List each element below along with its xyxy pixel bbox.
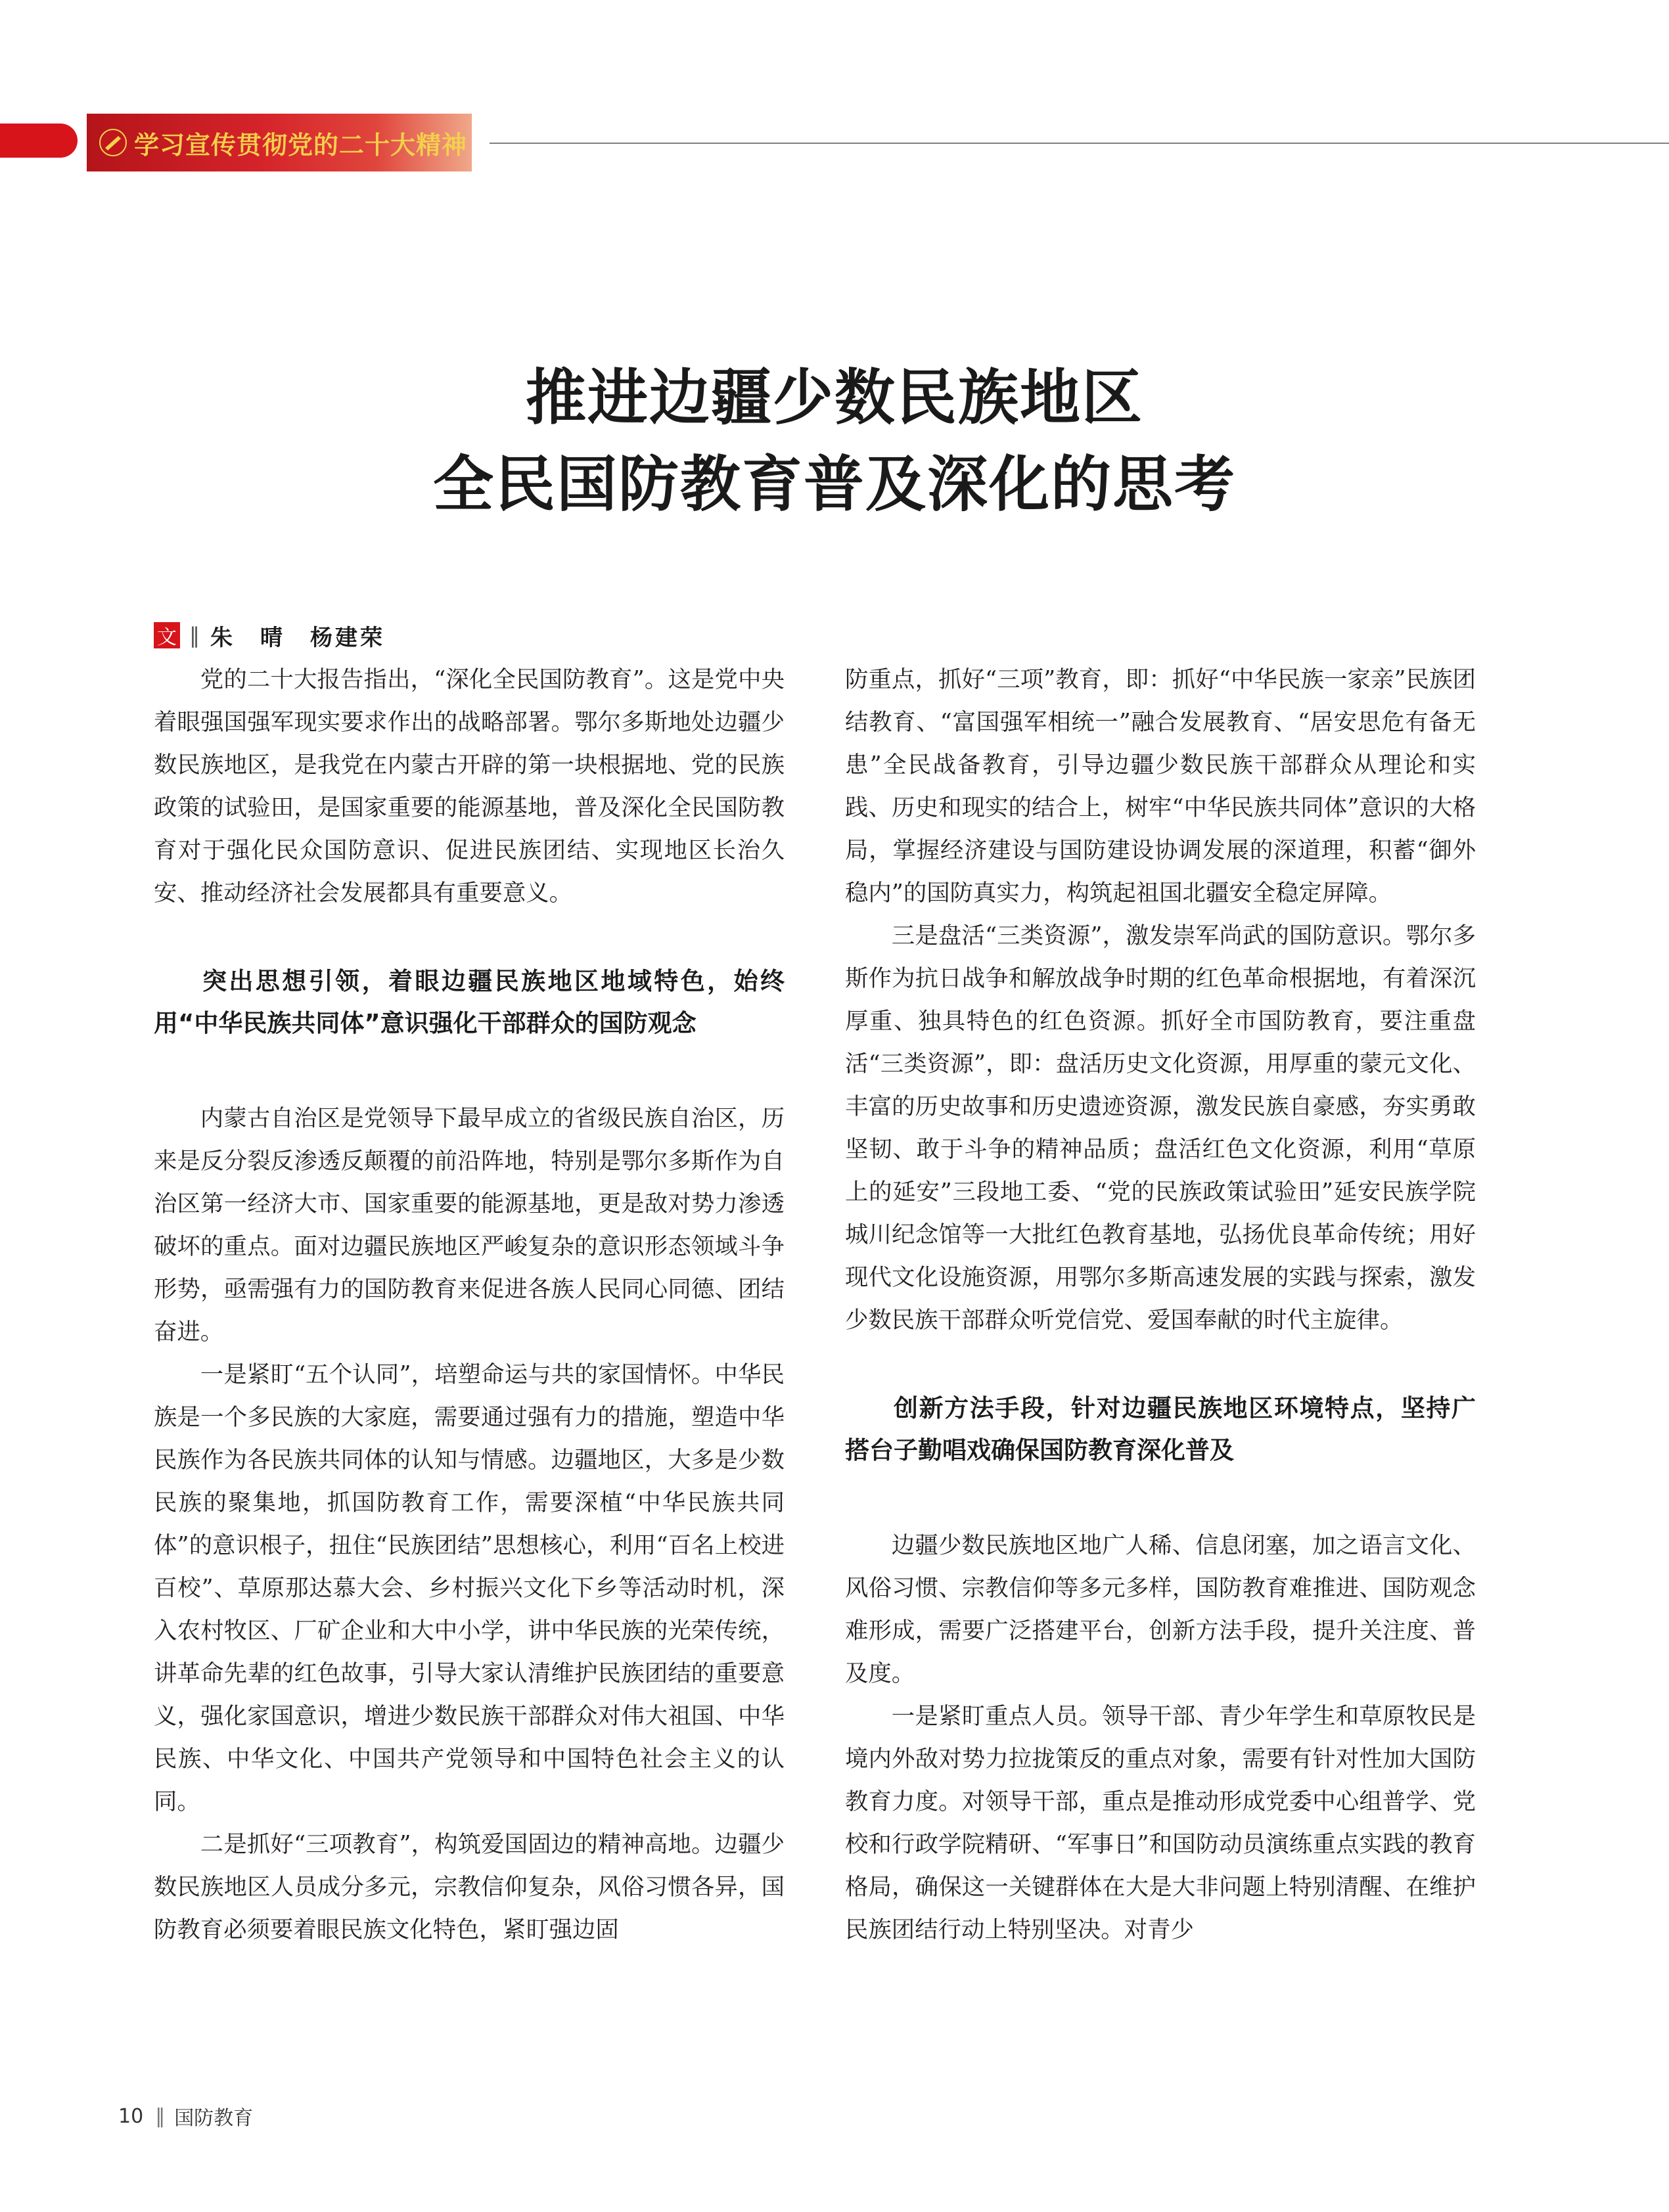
title-line-2: 全民国防教育普及深化的思考 [432,449,1236,520]
magazine-name: 国防教育 [174,2107,254,2130]
paragraph: 一是紧盯重点人员。领导干部、青少年学生和草原牧民是境内外敌对势力拉拢策反的重点对象，需要有针对性加大国防教育力度。对领导干部，重点是推动形成党委中心组普学、党校和行政学院精研、“军事日”和国防动员演练重点实践的教育格局，确保这一关键群体在大是大非问题上特别清醒、在维护民族团结行动上特别坚决。对青少 [845,1703,1476,1943]
page-number: 10 [118,2104,144,2128]
left-column [154,658,785,1951]
article-title [0,355,1669,528]
section-banner [87,114,472,171]
paragraph: 内蒙古自治区是党领导下最早成立的省级民族自治区，历来是反分裂反渗透反颠覆的前沿阵地，特别是鄂尔多斯作为自治区第一经济大市、国家重要的能源基地，更是敌对势力渗透破坏的重点。面对边疆民族地区严峻复杂的意识形态领域斗争形势，亟需强有力的国防教育来促进各族人民同心同德、团结奋进。 [154,1105,785,1345]
paragraph: 二是抓好“三项教育”，构筑爱国固边的精神高地。边疆少数民族地区人员成分多元，宗教信仰复杂，风俗习惯各异，国防教育必须要着眼民族文化特色，紧盯强边固 [154,1831,785,1943]
right-column [845,658,1476,1951]
header-red-tab [0,124,78,158]
paragraph: 党的二十大报告指出，“深化全民国防教育”。这是党中央着眼强国强军现实要求作出的战略部署。鄂尔多斯地处边疆少数民族地区，是我党在内蒙古开辟的第一块根据地、党的民族政策的试验田，是国家重要的能源基地，普及深化全民国防教育对于强化民众国防意识、促进民族团结、实现地区长治久安、推动经济社会发展都具有重要意义。 [154,666,785,907]
party-emblem-icon [99,128,127,157]
byline-separator: ‖ [189,623,197,648]
paragraph: 三是盘活“三类资源”，激发崇军尚武的国防意识。鄂尔多斯作为抗日战争和解放战争时期的红色革命根据地，有着深沉厚重、独具特色的红色资源。抓好全市国防教育，要注重盘活“三类资源”，即：盘活历史文化资源，用厚重的蒙元文化、丰富的历史故事和历史遗迹资源，激发民族自豪感，夯实勇敢坚韧、敢于斗争的精神品质；盘活红色文化资源，利用“草原上的延安”三段地工委、“党的民族政策试验田”延安民族学院城川纪念馆等一大批红色教育基地，弘扬优良革命传统；用好现代文化设施资源，用鄂尔多斯高速发展的实践与探索，激发少数民族干部群众听党信党、爱国奉献的时代主旋律。 [845,922,1476,1334]
page-footer [118,2100,253,2133]
title-line-1: 推进边疆少数民族地区 [525,363,1143,433]
paragraph: 边疆少数民族地区地广人稀、信息闭塞，加之语言文化、风俗习惯、宗教信仰等多元多样，国防教育难推进、国防观念难形成，需要广泛搭建平台，创新方法手段，提升关注度、普及度。 [845,1532,1476,1687]
section-heading: 创新方法手段，针对边疆民族地区环境特点，坚持广搭台子勤唱戏确保国防教育深化普及 [845,1394,1476,1464]
section-label: 学习宣传贯彻党的二十大精神 [134,129,468,160]
header-rule [490,143,1669,144]
footer-separator: ‖ [155,2104,163,2128]
byline-marker: 文 [154,622,180,648]
author-names: 朱 晴 杨建荣 [210,624,385,651]
paragraph: 防重点，抓好“三项”教育，即：抓好“中华民族一家亲”民族团结教育、“富国强军相统一”融合发展教育、“居安思危有备无患”全民战备教育，引导边疆少数民族干部群众从理论和实践、历史和现实的结合上，树牢“中华民族共同体”意识的大格局，掌握经济建设与国防建设协调发展的深道理，积蓄“御外稳内”的国防真实力，构筑起祖国北疆安全稳定屏障。 [845,666,1476,907]
section-heading: 突出思想引领，着眼边疆民族地区地域特色，始终用“中华民族共同体”意识强化干部群众的国防观念 [154,967,785,1037]
paragraph: 一是紧盯“五个认同”，培塑命运与共的家国情怀。中华民族是一个多民族的大家庭，需要通过强有力的措施，塑造中华民族作为各民族共同体的认知与情感。边疆地区，大多是少数民族的聚集地，抓国防教育工作，需要深植“中华民族共同体”的意识根子，扭住“民族团结”思想核心，利用“百名上校进百校”、草原那达慕大会、乡村振兴文化下乡等活动时机，深入农村牧区、厂矿企业和大中小学，讲中华民族的光荣传统，讲革命先辈的红色故事，引导大家认清维护民族团结的重要意义，强化家国意识，增进少数民族干部群众对伟大祖国、中华民族、中华文化、中国共产党领导和中国特色社会主义的认同。 [154,1361,785,1815]
byline [154,621,385,650]
